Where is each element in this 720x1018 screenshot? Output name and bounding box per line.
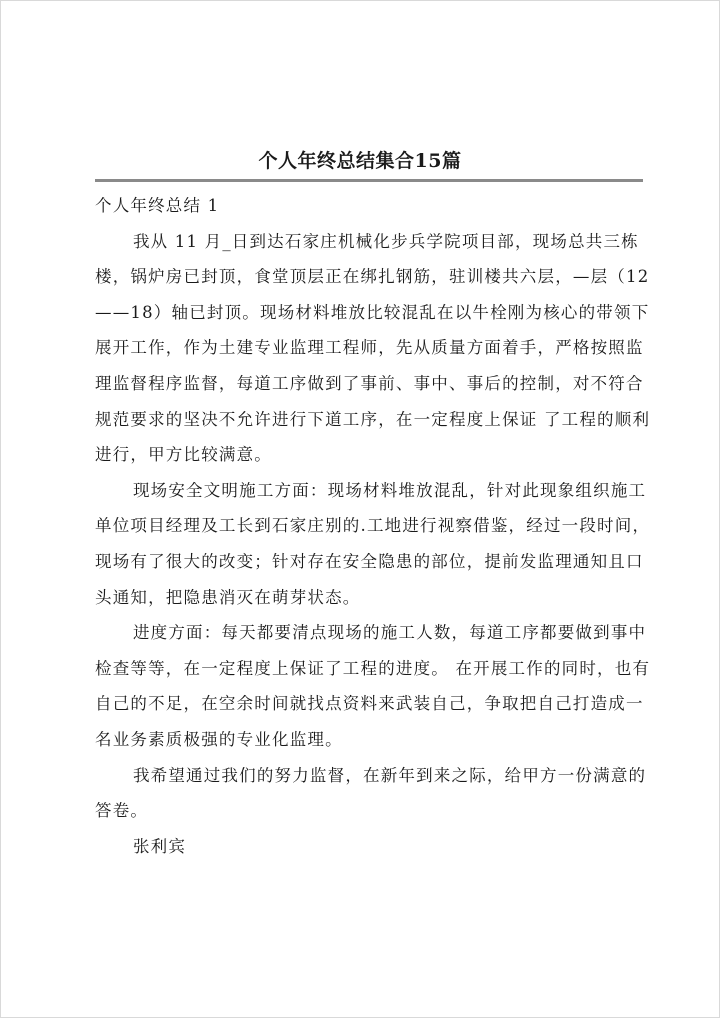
signature: 张利宾: [132, 836, 187, 856]
document-body: [95, 188, 655, 864]
paragraph-closing: 我希望通过我们的努力监督，在新年到来之际，给甲方一份满意的答卷。: [95, 765, 647, 821]
paragraph-quality: 我从 11 月_日到达石家庄机械化步兵学院项目部，现场总共三栋楼，锅炉房已封顶，食堂顶层正在绑扎钢筋，驻训楼共六层，—层（12——18）轴已封顶。现场材料堆放比较混乱在以牛栓刚为核心的带领下展开工作，作为土建专业监理工程师，先从质量方面着手，严格按照监理监督程序监督，每道工序做到了事前、事中、事后的控制，对不符合规范要求的坚决不允许进行下道工序，在一定程度上保证 了工程的顺利进行，甲方比较满意。: [95, 231, 651, 465]
section-heading: 个人年终总结 1: [95, 196, 220, 215]
title-divider: [95, 179, 643, 182]
document-title: 个人年终总结集合15篇: [258, 150, 462, 172]
paragraph-safety: 现场安全文明施工方面：现场材料堆放混乱，针对此现象组织施工单位项目经理及工长到石家庄别的.工地进行视察借鉴，经过一段时间，现场有了很大的改变；针对存在安全隐患的部位，提前发监理通知且口头通知，把隐患消灭在萌芽状态。: [95, 480, 651, 607]
paragraph-progress: 进度方面：每天都要清点现场的施工人数，每道工序都要做到事中检查等等，在一定程度上保证了工程的进度。 在开展工作的同时，也有自己的不足，在空余时间就找点资料来武装自己，争取把自己打造成一名业务素质极强的专业化监理。: [95, 623, 651, 749]
